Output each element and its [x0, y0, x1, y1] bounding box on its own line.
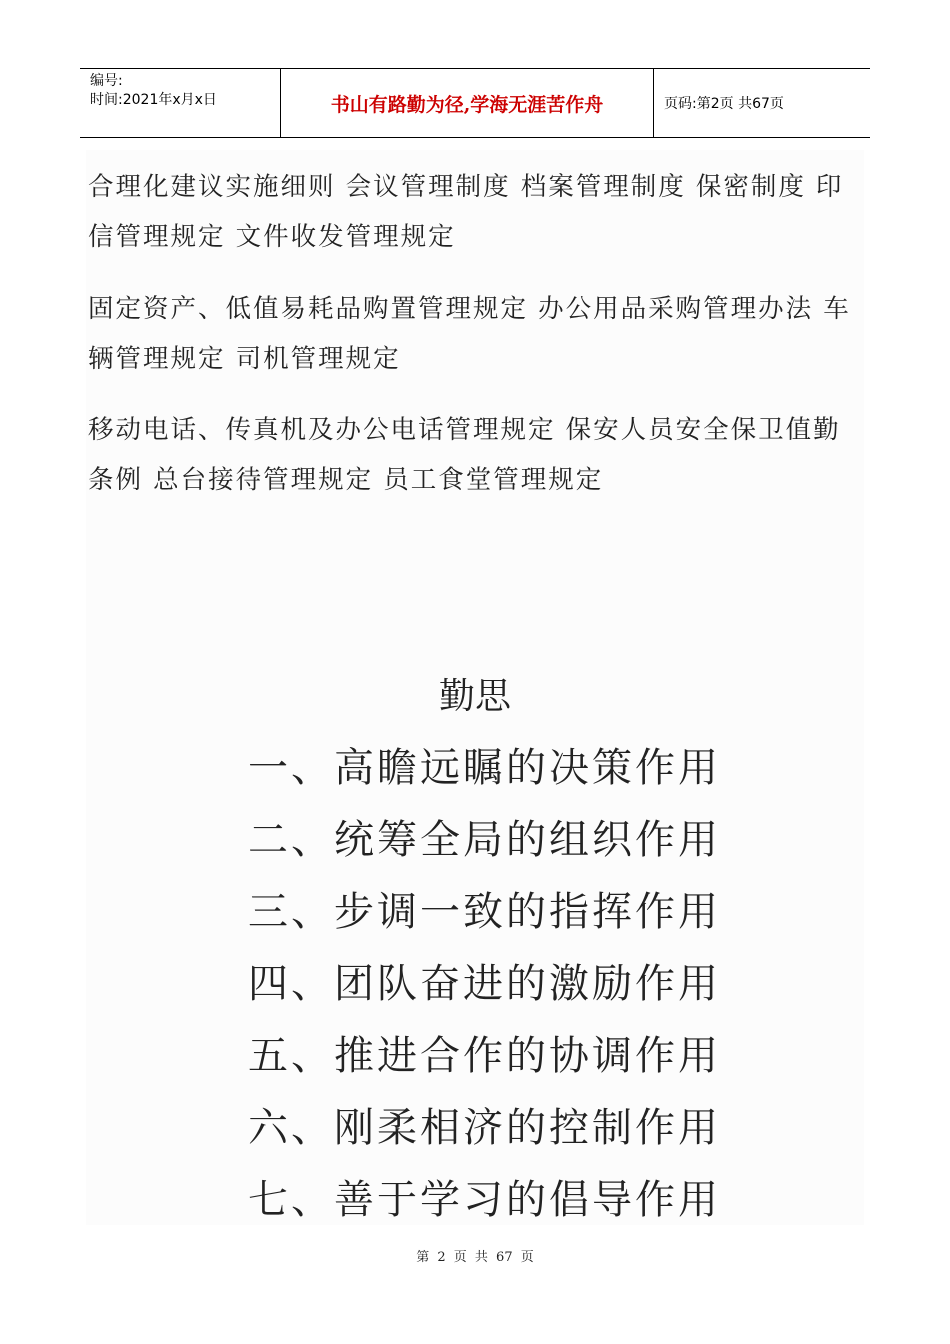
page-footer: 第 2 页 共 67 页 — [416, 1250, 534, 1265]
list-item: 六、刚柔相济的控制作用 — [248, 1105, 721, 1151]
document-content — [86, 150, 864, 1225]
header-page-info: 页码:第2页 共67页 — [664, 96, 784, 112]
list-item: 一、高瞻远瞩的决策作用 — [248, 745, 721, 791]
page-header — [80, 68, 870, 138]
paragraph-3: 移动电话、传真机及办公电话管理规定 保安人员安全保卫值勤条例 总台接待管理规定 员工食堂管理规定 — [88, 415, 841, 495]
list-item: 四、团队奋进的激励作用 — [248, 961, 721, 1007]
header-motto: 书山有路勤为径,学海无涯苦作舟 — [281, 69, 654, 137]
paragraph-2: 固定资产、低值易耗品购置管理规定 办公用品采购管理办法 车辆管理规定 司机管理规定 — [88, 294, 851, 374]
header-meta — [80, 69, 281, 137]
list-item: 三、步调一致的指挥作用 — [248, 889, 721, 935]
list-item: 七、善于学习的倡导作用 — [248, 1177, 721, 1223]
document-time: 时间:2021年x月x日 — [90, 92, 217, 108]
paragraph-1: 合理化建议实施细则 会议管理制度 档案管理制度 保密制度 印信管理规定 文件收发管理规定 — [88, 172, 844, 252]
document-number-label: 编号: — [90, 73, 123, 89]
section-title: 勤思 — [438, 676, 511, 717]
list-item: 二、统筹全局的组织作用 — [248, 817, 721, 863]
list-item: 五、推进合作的协调作用 — [248, 1033, 721, 1079]
